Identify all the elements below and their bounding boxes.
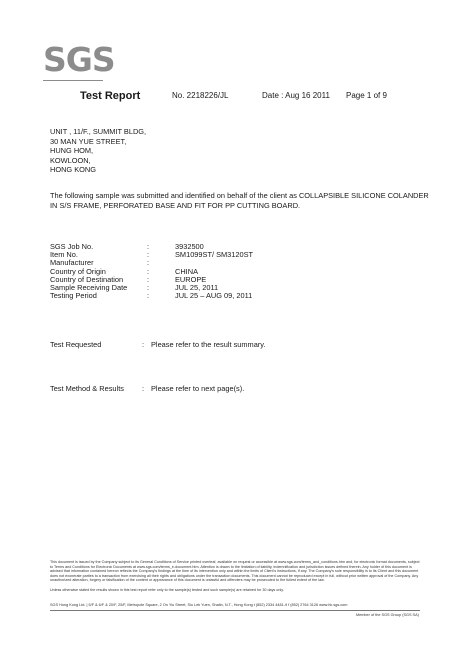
detail-value: EUROPE (175, 274, 207, 284)
detail-value: JUL 25, 2011 (175, 282, 219, 292)
logo-text: SGS (43, 40, 115, 79)
detail-colon: : (147, 291, 150, 301)
report-title: Test Report (80, 90, 141, 102)
terms-fine-print: This document is issued by the Company subject to its General Conditions of Service printed overleaf, available on request or accessible at www.sgs.com/terms_and_conditions.htm and, for electronic format documents, subject to Terms and Conditions for Electronic Documents at www.sgs.com/terms_e-document.htm. Attention is drawn to the limitation of liability, indemnification and jurisdiction issues defined therein. Any holder of this document is advised that information contained hereon reflects the Company's findings at the time of its intervention only and within the limits of Client's instructions, if any. The Company's sole responsibility is to its Client and this document does not exonerate parties to a transaction from exercising all their rights and obligations under the transaction documents. This document cannot be reproduced except in full, without prior written approval of the Company. Any unauthorized alteration, forgery or falsification of the content or appearance of this document is unlawful and offenders may be prosecuted to the fullest extent of the law. (50, 560, 420, 583)
test-requested-value: Please refer to the result summary. (151, 340, 266, 349)
address-line: KOWLOON, (50, 155, 91, 165)
detail-label: Country of Origin (50, 266, 106, 276)
report-date: Date : Aug 16 2011 (262, 91, 330, 100)
address-line: UNIT , 11/F., SUMMIT BLDG, (50, 127, 147, 136)
detail-value: SM1099ST/ SM3120ST (175, 250, 254, 260)
detail-label: Item No. (50, 250, 78, 260)
sgs-logo (43, 40, 115, 80)
detail-value: 3932500 (175, 242, 204, 251)
detail-colon: : (147, 266, 150, 276)
test-method-colon: : (142, 384, 145, 393)
results-note: Unless otherwise stated the results shown in this test report refer only to the sample(s) tested and such sample(s) are retained for 30 days only. (50, 588, 284, 592)
client-address (50, 127, 146, 175)
test-method-value: Please refer to next page(s). (151, 384, 245, 393)
sample-description: The following sample was submitted and identified on behalf of the client as COLLAPSIBLE SILICONE COLANDER IN S/S FRAME, PERFORATED BASE AND FIT FOR PP CUTTING BOARD. (50, 191, 429, 210)
detail-label: Testing Period (50, 291, 97, 301)
detail-label: Sample Receiving Date (50, 282, 128, 292)
page-number: Page 1 of 9 (346, 91, 387, 100)
test-requested-colon: : (142, 340, 145, 349)
logo-underline (43, 80, 103, 81)
detail-value: JUL 25 – AUG 09, 2011 (175, 291, 253, 301)
detail-label: SGS Job No. (50, 242, 94, 251)
footer-address: SGS Hong Kong Ltd. | 5/F & 6/F & 20/F, 25/F, Metropole Square, 2 On Yiu Street, Siu Lek Yuen, Shatin, N.T., Hong Kong t (852) 2334 4481-9 f (852) 2764 3126 www.hk.sgs.com (50, 603, 348, 607)
detail-label: Manufacturer (50, 258, 94, 268)
footer-divider (50, 610, 420, 611)
address-line: HUNG HOM, (50, 146, 94, 156)
detail-colon: : (147, 274, 150, 284)
footer-member: Member of the SGS Group (SGS SA) (356, 613, 419, 617)
detail-colon: : (147, 282, 150, 292)
detail-colon: : (147, 250, 150, 260)
detail-value: CHINA (175, 266, 198, 276)
address-line: 30 MAN YUE STREET, (50, 136, 127, 146)
test-requested-label: Test Requested (50, 340, 102, 349)
detail-colon: : (147, 258, 150, 268)
detail-colon: : (147, 242, 150, 251)
address-line: HONG KONG (50, 165, 96, 175)
test-method-label: Test Method & Results (50, 384, 124, 393)
report-number: No. 2218226/JL (172, 91, 229, 100)
detail-label: Country of Destination (50, 274, 124, 284)
